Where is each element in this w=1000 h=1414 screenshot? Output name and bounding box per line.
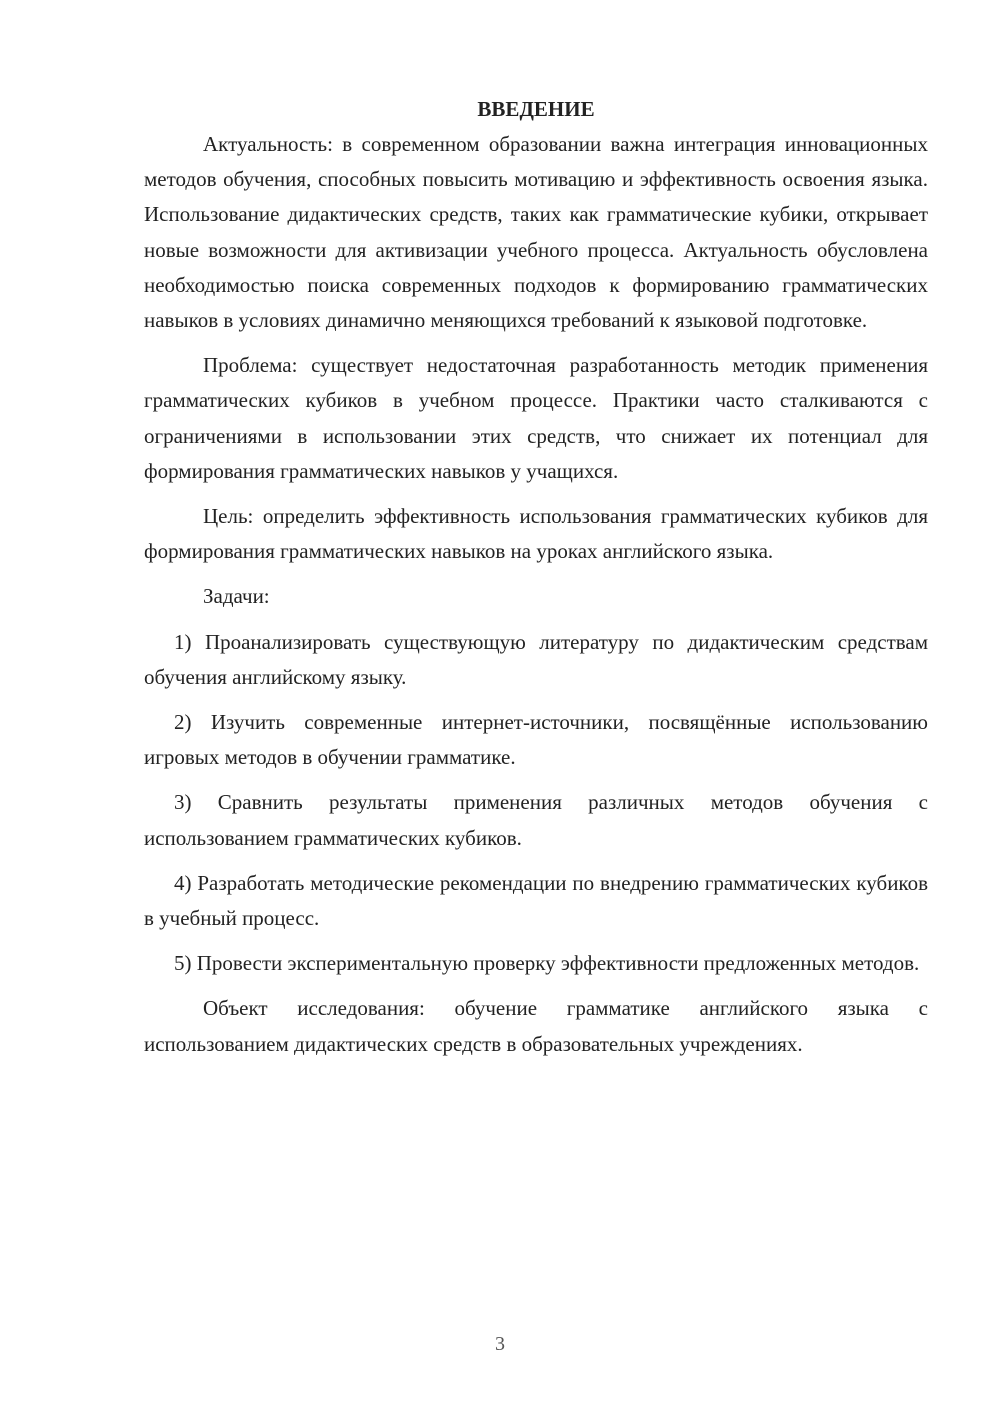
paragraph-problem: Проблема: существует недостаточная разработанность методик применения грамматических кубиков в учебном процессе. Практики часто сталкиваются с ограничениями в использовании этих средств, что снижает их потенциал для формирования грамматических навыков у учащихся. — [144, 353, 928, 483]
section-title: ВВЕДЕНИЕ — [477, 97, 595, 121]
paragraph-object: Объект исследования: обучение грамматике английского языка с использованием дидактических средств в образовательных учреждениях. — [144, 996, 928, 1056]
paragraph-relevance: Актуальность: в современном образовании важна интеграция инновационных методов обучения, способных повысить мотивацию и эффективность освоения языка. Использование дидактических средств, таких как грамматические кубики, открывает новые возможности для активизации учебного процесса. Актуальность обусловлена необходимостью поиска современных подходов к формированию грамматических навыков в условиях динамично меняющихся требований к языковой подготовке. — [144, 132, 928, 333]
tasks-label: Задачи: — [203, 584, 270, 609]
task-item-4: 4) Разработать методические рекомендации по внедрению грамматических кубиков в учебный процесс. — [144, 870, 928, 931]
task-item-5: 5) Провести экспериментальную проверку эффективности предложенных методов. — [174, 951, 920, 976]
task-item-1: 1) Проанализировать существующую литературу по дидактическим средствам обучения английскому языку. — [144, 629, 928, 689]
paragraph-goal: Цель: определить эффективность использования грамматических кубиков для формирования грамматических навыков на уроках английского языка. — [144, 504, 928, 564]
document-page — [144, 92, 928, 1062]
page-number: 3 — [495, 1333, 505, 1355]
task-item-3: 3) Сравнить результаты применения различных методов обучения с использованием грамматических кубиков. — [144, 790, 928, 850]
task-item-2: 2) Изучить современные интернет-источники, посвящённые использованию игровых методов в обучении грамматике. — [144, 710, 928, 770]
